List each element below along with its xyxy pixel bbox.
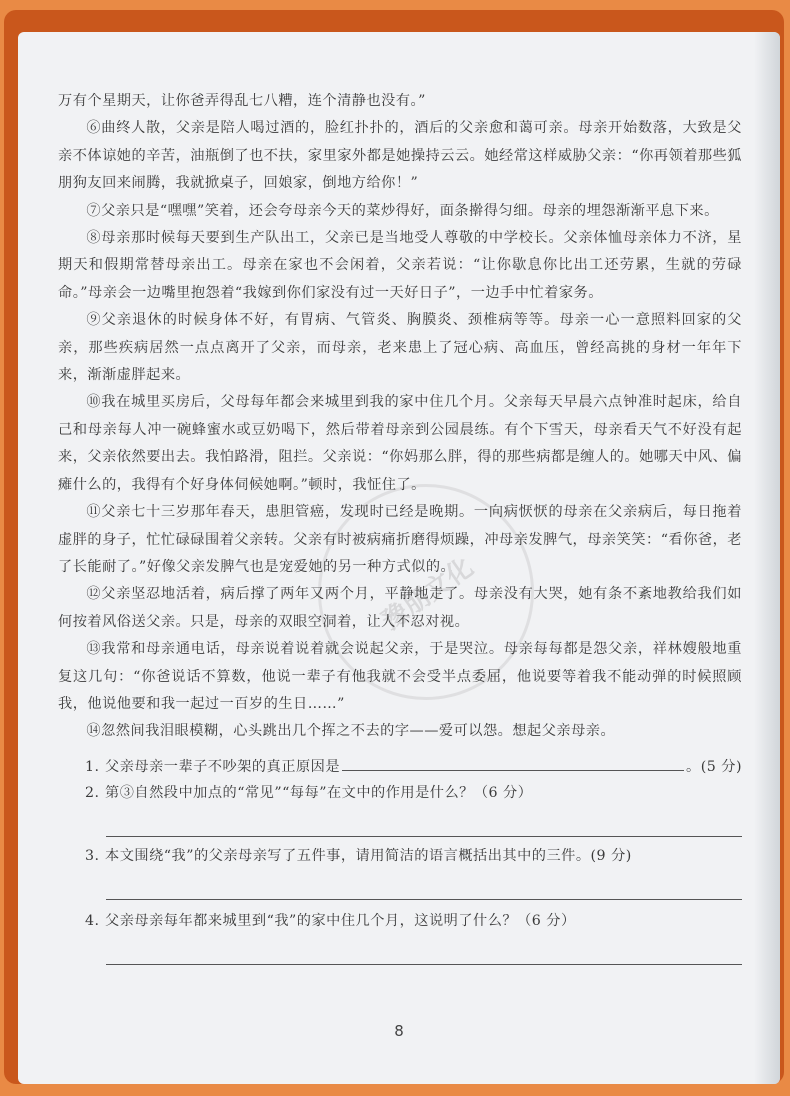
paragraph-7: ⑦父亲只是“嘿嘿”笑着，还会夸母亲今天的菜炒得好，面条擀得匀细。母亲的埋怨渐渐平息下来。 <box>86 202 719 219</box>
questions-section <box>58 754 742 965</box>
question-3 <box>58 843 742 869</box>
article-content <box>58 88 742 965</box>
question-number: 1. <box>85 758 100 775</box>
paragraph-8: ⑧母亲那时候每天要到生产队出工，父亲已是当地受人尊敬的中学校长。父亲体恤母亲体力不济，星期天和假期常替母亲出工。母亲在家也不会闲着，父亲若说：“让你歇息你比出工还劳累，生就的劳碌命。”母亲会一边嘴里抱怨着“我嫁到你们家没有过一天好日子”，一边手中忙着家务。 <box>58 230 742 301</box>
paragraph-9: ⑨父亲退休的时候身体不好，有胃病、气管炎、胸膜炎、颈椎病等等。母亲一心一意照料回家的父亲，那些疾病居然一点点离开了父亲，而母亲，老来患上了冠心病、高血压，曾经高挑的身材一年年下来，渐渐虚胖起来。 <box>58 312 742 384</box>
question-text: 本文围绕“我”的父亲母亲写了五件事，请用简洁的语言概括出其中的三件。(9 分) <box>105 847 632 864</box>
book-page <box>18 32 780 1084</box>
question-text: 父亲母亲一辈子不吵架的真正原因是 <box>105 758 341 775</box>
question-text: 第③自然段中加点的“常见”“每每”在文中的作用是什么？（6 分） <box>105 784 533 801</box>
paragraph-12: ⑫父亲坚忍地活着，病后撑了两年又两个月，平静地走了。母亲没有大哭，她有条不紊地教给我们如何按着风俗送父亲。只是，母亲的双眼空洞着，让人不忍对视。 <box>58 586 742 630</box>
page-number: 8 <box>394 1022 404 1040</box>
paragraph-11: ⑪父亲七十三岁那年春天，患胆管癌，发现时已经是晚期。一向病恹恹的母亲在父亲病后，每日拖着虚胖的身子，忙忙碌碌围着父亲转。父亲有时被病痛折磨得烦躁，冲母亲发脾气，母亲笑笑：“看你爸，老了长能耐了。”好像父亲发脾气也是宠爱她的另一种方式似的。 <box>58 504 742 575</box>
answer-line-4[interactable] <box>106 964 742 965</box>
question-2 <box>58 780 742 806</box>
question-number: 2. <box>85 784 100 801</box>
paragraph-continuation: 万有个星期天，让你爸弄得乱七八糟，连个清静也没有。” <box>58 93 426 109</box>
watermark-seal: 豫朋文化 <box>276 442 577 743</box>
question-number: 3. <box>85 847 100 864</box>
question-score: 。(5 分) <box>686 758 742 775</box>
paragraph-14: ⑭忽然间我泪眼模糊，心头跳出几个挥之不去的字——爱可以怨。想起父亲母亲。 <box>86 723 616 740</box>
paragraph-6: ⑥曲终人散，父亲是陪人喝过酒的，脸红扑扑的，酒后的父亲愈和蔼可亲。母亲开始数落，大致是父亲不体谅她的辛苦，油瓶倒了也不扶，家里家外都是她操持云云。她经常这样威胁父亲：“你再领着那些狐朋狗友回来闹腾，我就掀桌子，回娘家，倒地方给你！” <box>58 120 742 192</box>
paragraph-10: ⑩我在城里买房后，父母每年都会来城里到我的家中住几个月。父亲每天早晨六点钟准时起床，给自己和母亲每人冲一碗蜂蜜水或豆奶喝下，然后带着母亲到公园晨练。有个下雪天，母亲看天气不好没有起来，父亲依然要出去。我怕路滑，阻拦。父亲说：“你妈那么胖，得的那些病都是缠人的。她哪天中风、偏瘫什么的，我得有个好身体伺候她啊。”顿时，我怔住了。 <box>58 394 742 493</box>
question-4 <box>58 908 742 934</box>
question-text: 父亲母亲每年都来城里到“我”的家中住几个月，这说明了什么？（6 分） <box>105 912 576 929</box>
answer-blank-1[interactable] <box>342 754 684 771</box>
paragraph-13: ⑬我常和母亲通电话，母亲说着说着就会说起父亲，于是哭泣。母亲每每都是怨父亲，祥林嫂般地重复这几句：“你爸说话不算数，他说一辈子有他我就不会受半点委屈，他说要等着我不能动弹的时候照顾我，他说他要和我一起过一百岁的生日……” <box>58 641 742 712</box>
orange-frame <box>4 10 784 1084</box>
question-number: 4. <box>85 912 100 929</box>
question-1 <box>58 754 742 780</box>
